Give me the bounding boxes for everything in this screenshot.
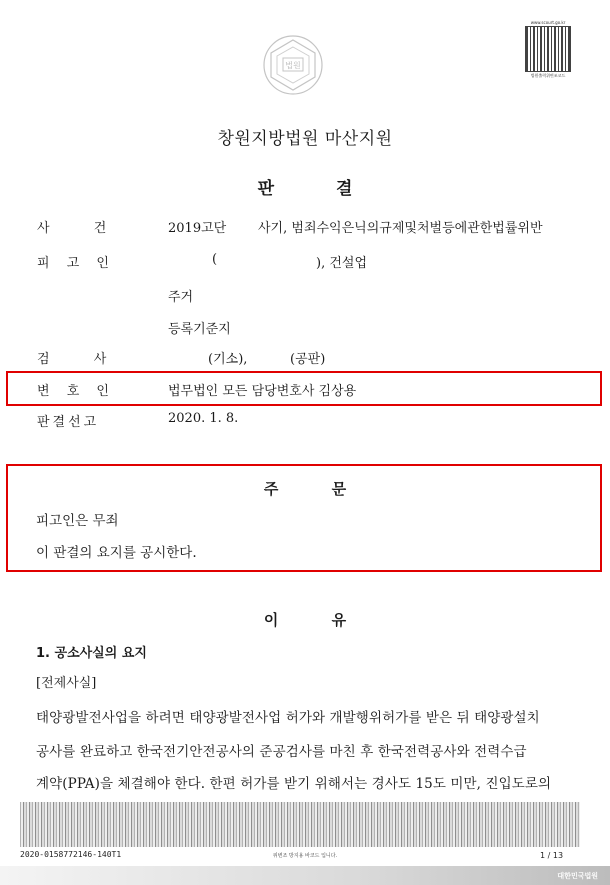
counsel-label: 변 호 인 [37, 384, 109, 399]
reasons-paragraph-line-2: 공사를 완료하고 한국전기안전공사의 준공검사를 마친 후 한국전력공사와 전력수급 [36, 744, 527, 760]
court-brand: 대한민국법원 [557, 872, 598, 880]
case-charge: 사기, 범죄수익은닉의규제및처벌등에관한법률위반 [258, 221, 543, 236]
order-line-publication: 이 판결의 요지를 공시한다. [36, 545, 197, 561]
seal-text: 법원 [285, 61, 301, 70]
registry-label: 등록기준지 [168, 322, 231, 337]
qr-url: www.scourt.go.kr [530, 20, 566, 25]
reasons-paragraph-line-1: 태양광발전사업을 하려면 태양광발전사업 허가와 개발행위허가를 받은 뒤 태양광설치 [36, 710, 540, 726]
defendant-open-paren: ( [212, 252, 218, 267]
reasons-heading: 1. 공소사실의 요지 [36, 646, 147, 661]
court-seal-icon [262, 34, 324, 96]
verification-qr [524, 20, 572, 82]
address-label: 주거 [168, 290, 194, 305]
anti-forgery-barcode [20, 802, 580, 847]
bottom-strip [0, 866, 610, 885]
document-title: 판 결 [257, 179, 353, 199]
page-number: 1 / 13 [540, 851, 564, 860]
qr-caption: 법원출력위변조코드 [530, 73, 566, 78]
court-name: 창원지방법원 마산지원 [217, 129, 393, 149]
case-label: 사 건 [37, 221, 107, 236]
reasons-paragraph-line-3: 계약(PPA)을 체결해야 한다. 한편 허가를 받기 위해서는 경사도 15도 미만, 진입도로의 [36, 776, 552, 792]
verdict-date: 2020. 1. 8. [168, 411, 239, 426]
verdict-date-label: 판결선고 [37, 415, 100, 430]
document-id: 2020-0158772146-140T1 [20, 850, 122, 859]
defendant-label: 피 고 인 [37, 256, 109, 271]
reasons-title: 이 유 [263, 611, 347, 629]
case-number: 2019고단 [168, 221, 227, 236]
qr-code-icon [525, 26, 571, 72]
order-line-acquittal: 피고인은 무죄 [36, 513, 119, 529]
reasons-subheading: [전제사실] [36, 676, 97, 691]
barcode-note: 위변조 방지용 바코드 입니다. [272, 853, 338, 859]
counsel-value: 법무법인 모든 담당변호사 김상용 [168, 384, 357, 399]
order-title: 주 문 [263, 480, 347, 498]
prosecutor-label: 검 사 [37, 352, 107, 367]
prosecutor-trial: (공판) [290, 352, 326, 367]
defendant-detail: ), 건설업 [316, 256, 368, 271]
prosecutor-prosecution: (기소), [208, 352, 248, 367]
